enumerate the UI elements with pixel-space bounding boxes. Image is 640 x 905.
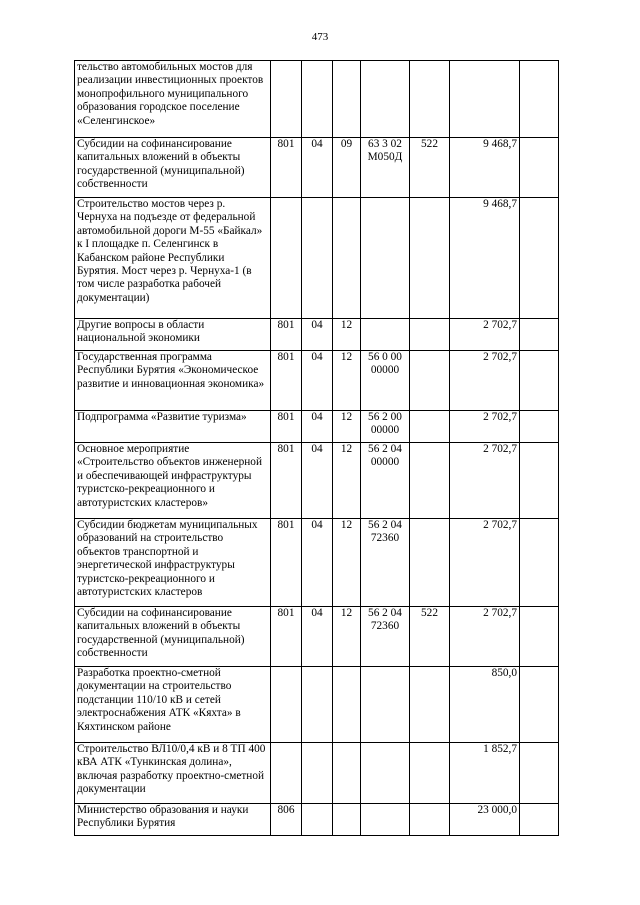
vr-cell bbox=[410, 743, 450, 804]
pr-cell: 12 bbox=[333, 351, 361, 411]
rz-cell: 04 bbox=[302, 411, 333, 443]
pr-cell bbox=[333, 743, 361, 804]
ved-cell: 801 bbox=[271, 519, 302, 607]
csr-cell: 63 3 02 М050Д bbox=[361, 138, 410, 198]
row-name-cell: Субсидии на софинансирование капитальных вложений в объекты государственной (муниципальной) собственности bbox=[75, 138, 271, 198]
extra-cell bbox=[520, 443, 559, 519]
ved-cell: 801 bbox=[271, 607, 302, 667]
table-row bbox=[75, 743, 559, 804]
pr-cell bbox=[333, 61, 361, 138]
pr-cell: 12 bbox=[333, 519, 361, 607]
budget-table bbox=[74, 60, 559, 836]
ved-cell: 801 bbox=[271, 138, 302, 198]
vr-cell bbox=[410, 519, 450, 607]
row-name-cell: тельство автомобильных мостов для реализации инвестиционных проектов монопрофильного муниципального образования городское поселение «Селенгинское» bbox=[75, 61, 271, 138]
rz-cell bbox=[302, 61, 333, 138]
sum-cell: 2 702,7 bbox=[450, 351, 520, 411]
pr-cell: 09 bbox=[333, 138, 361, 198]
row-name-cell: Субсидии на софинансирование капитальных вложений в объекты государственной (муниципальной) собственности bbox=[75, 607, 271, 667]
vr-cell bbox=[410, 351, 450, 411]
sum-cell: 2 702,7 bbox=[450, 607, 520, 667]
sum-cell: 2 702,7 bbox=[450, 443, 520, 519]
vr-cell bbox=[410, 198, 450, 319]
rz-cell: 04 bbox=[302, 319, 333, 351]
ved-cell bbox=[271, 61, 302, 138]
row-name-cell: Субсидии бюджетам муниципальных образований на строительство объектов транспортной и энергетической инфраструктуры туристско-рекреационного и автотуристских кластеров bbox=[75, 519, 271, 607]
extra-cell bbox=[520, 667, 559, 743]
vr-cell bbox=[410, 804, 450, 836]
sum-cell: 9 468,7 bbox=[450, 198, 520, 319]
row-name-cell: Государственная программа Республики Бурятия «Экономическое развитие и инновационная экономика» bbox=[75, 351, 271, 411]
table-row bbox=[75, 411, 559, 443]
rz-cell bbox=[302, 667, 333, 743]
extra-cell bbox=[520, 804, 559, 836]
extra-cell bbox=[520, 519, 559, 607]
extra-cell bbox=[520, 607, 559, 667]
pr-cell: 12 bbox=[333, 607, 361, 667]
row-name-cell: Строительство мостов через р. Чернуха на подъезде от федеральной автомобильной дороги М-55 «Байкал» к I площадке п. Селенгинск в Кабанском районе Республики Бурятия. Мост через р. Чернуха-1 (в том числе разработка рабочей документации) bbox=[75, 198, 271, 319]
sum-cell: 23 000,0 bbox=[450, 804, 520, 836]
table-row bbox=[75, 319, 559, 351]
pr-cell: 12 bbox=[333, 443, 361, 519]
ved-cell: 801 bbox=[271, 443, 302, 519]
csr-cell bbox=[361, 743, 410, 804]
csr-cell: 56 2 04 72360 bbox=[361, 519, 410, 607]
table-row bbox=[75, 667, 559, 743]
vr-cell bbox=[410, 443, 450, 519]
pr-cell bbox=[333, 198, 361, 319]
vr-cell bbox=[410, 411, 450, 443]
csr-cell bbox=[361, 61, 410, 138]
vr-cell: 522 bbox=[410, 138, 450, 198]
extra-cell bbox=[520, 411, 559, 443]
sum-cell: 1 852,7 bbox=[450, 743, 520, 804]
sum-cell: 2 702,7 bbox=[450, 319, 520, 351]
csr-cell: 56 2 00 00000 bbox=[361, 411, 410, 443]
page-number: 473 bbox=[311, 31, 329, 43]
rz-cell: 04 bbox=[302, 443, 333, 519]
table-row bbox=[75, 61, 559, 138]
row-name-cell: Основное мероприятие «Строительство объектов инженерной и обеспечивающей инфраструктуры туристско-рекреационного и автотуристских кластеров» bbox=[75, 443, 271, 519]
table-row bbox=[75, 138, 559, 198]
rz-cell bbox=[302, 743, 333, 804]
rz-cell: 04 bbox=[302, 138, 333, 198]
pr-cell bbox=[333, 804, 361, 836]
table-row bbox=[75, 351, 559, 411]
pr-cell: 12 bbox=[333, 319, 361, 351]
sum-cell: 2 702,7 bbox=[450, 519, 520, 607]
csr-cell: 56 0 00 00000 bbox=[361, 351, 410, 411]
table-row bbox=[75, 519, 559, 607]
table-row bbox=[75, 804, 559, 836]
ved-cell: 801 bbox=[271, 411, 302, 443]
sum-cell: 9 468,7 bbox=[450, 138, 520, 198]
sum-cell: 2 702,7 bbox=[450, 411, 520, 443]
table-row bbox=[75, 198, 559, 319]
row-name-cell: Другие вопросы в области национальной экономики bbox=[75, 319, 271, 351]
sum-cell: 850,0 bbox=[450, 667, 520, 743]
row-name-cell: Разработка проектно-сметной документации на строительство подстанции 110/10 кВ и сетей электроснабжения АТК «Кяхта» в Кяхтинском районе bbox=[75, 667, 271, 743]
row-name-cell: Подпрограмма «Развитие туризма» bbox=[75, 411, 271, 443]
extra-cell bbox=[520, 743, 559, 804]
pr-cell: 12 bbox=[333, 411, 361, 443]
rz-cell: 04 bbox=[302, 351, 333, 411]
table-row bbox=[75, 443, 559, 519]
csr-cell bbox=[361, 319, 410, 351]
vr-cell bbox=[410, 61, 450, 138]
vr-cell bbox=[410, 667, 450, 743]
row-name-cell: Строительство ВЛ10/0,4 кВ и 8 ТП 400 кВА АТК «Тункинская долина», включая разработку проектно-сметной документации bbox=[75, 743, 271, 804]
table-row bbox=[75, 607, 559, 667]
csr-cell bbox=[361, 804, 410, 836]
row-name-cell: Министерство образования и науки Республики Бурятия bbox=[75, 804, 271, 836]
sum-cell bbox=[450, 61, 520, 138]
ved-cell: 806 bbox=[271, 804, 302, 836]
csr-cell: 56 2 04 72360 bbox=[361, 607, 410, 667]
extra-cell bbox=[520, 138, 559, 198]
ved-cell: 801 bbox=[271, 319, 302, 351]
csr-cell: 56 2 04 00000 bbox=[361, 443, 410, 519]
csr-cell bbox=[361, 667, 410, 743]
table-body bbox=[75, 61, 559, 836]
rz-cell bbox=[302, 198, 333, 319]
csr-cell bbox=[361, 198, 410, 319]
extra-cell bbox=[520, 351, 559, 411]
pr-cell bbox=[333, 667, 361, 743]
extra-cell bbox=[520, 198, 559, 319]
vr-cell: 522 bbox=[410, 607, 450, 667]
ved-cell bbox=[271, 667, 302, 743]
extra-cell bbox=[520, 61, 559, 138]
ved-cell bbox=[271, 198, 302, 319]
ved-cell: 801 bbox=[271, 351, 302, 411]
vr-cell bbox=[410, 319, 450, 351]
ved-cell bbox=[271, 743, 302, 804]
rz-cell: 04 bbox=[302, 607, 333, 667]
extra-cell bbox=[520, 319, 559, 351]
rz-cell: 04 bbox=[302, 519, 333, 607]
rz-cell bbox=[302, 804, 333, 836]
